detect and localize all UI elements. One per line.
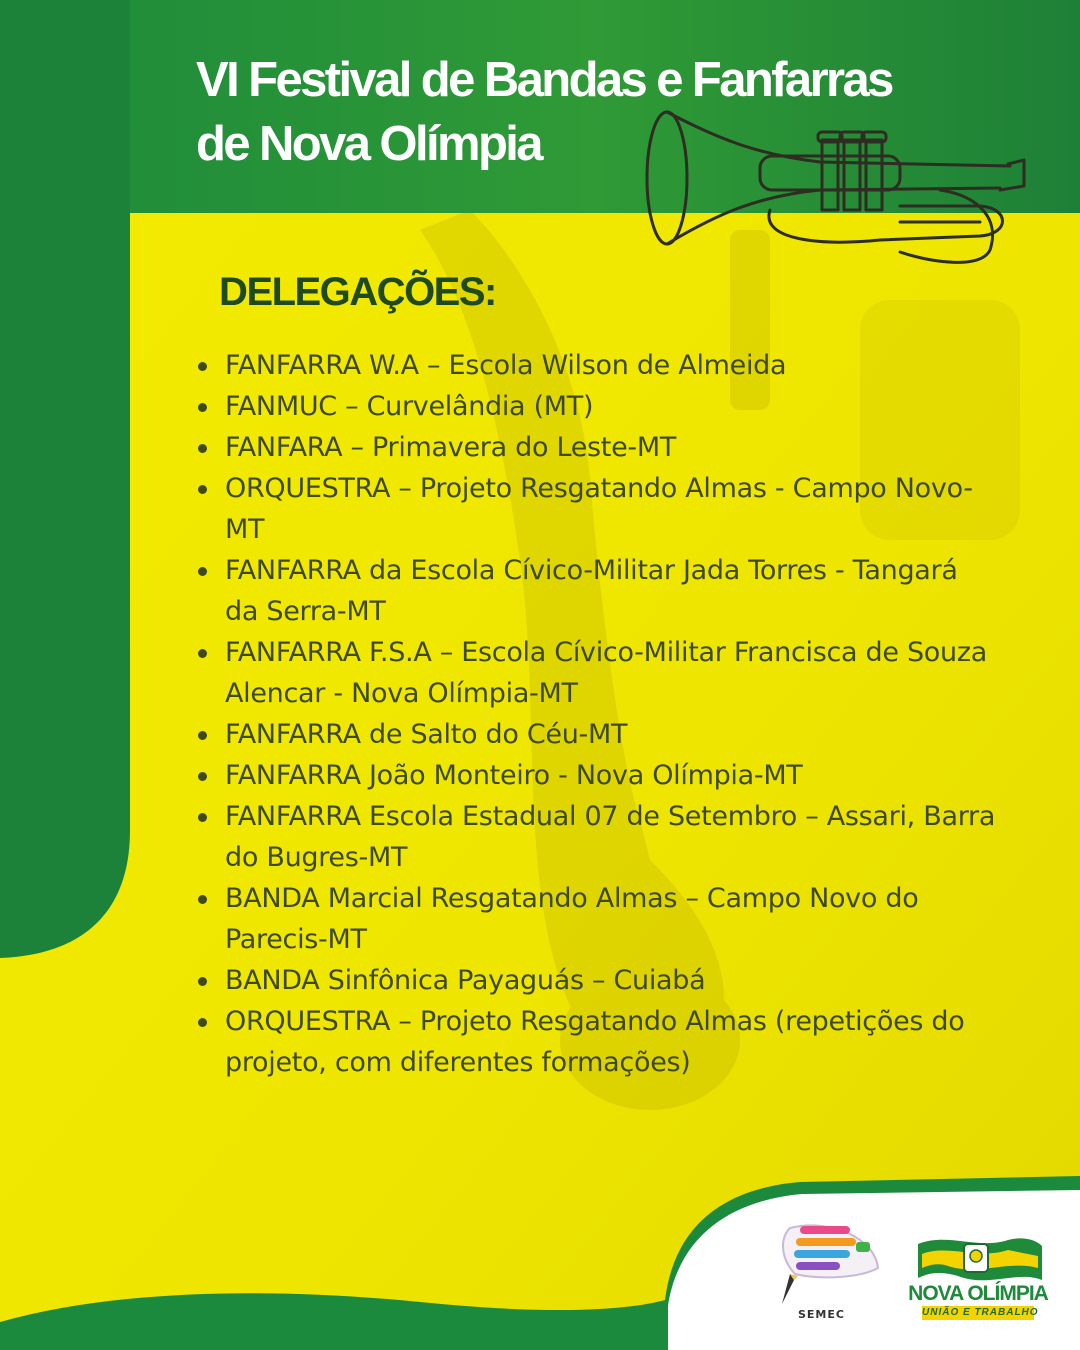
delegation-list — [196, 345, 996, 1083]
title-line-2: de Nova Olímpia — [196, 117, 541, 171]
city-name: NOVA OLÍMPIA — [908, 1282, 1048, 1305]
list-item: FANFARRA Escola Estadual 07 de Setembro – Assari, Barra do Bugres-MT — [196, 796, 996, 878]
list-item: FANFARRA W.A – Escola Wilson de Almeida — [196, 345, 996, 386]
list-item: FANFARRA João Monteiro - Nova Olímpia-MT — [196, 755, 996, 796]
semec-logo-icon — [760, 1218, 890, 1308]
list-item: FANFARA – Primavera do Leste-MT — [196, 427, 996, 468]
page-title — [196, 48, 1036, 176]
semec-label: SEMEC — [798, 1308, 845, 1321]
semec-logo — [760, 1218, 890, 1328]
nova-olimpia-logo — [908, 1230, 1048, 1320]
list-item: FANFARRA F.S.A – Escola Cívico-Militar Francisca de Souza Alencar - Nova Olímpia-MT — [196, 632, 996, 714]
list-item: BANDA Marcial Resgatando Almas – Campo Novo do Parecis-MT — [196, 878, 996, 960]
section-heading: DELEGAÇÕES: — [219, 270, 496, 314]
title-line-1: VI Festival de Bandas e Fanfarras — [196, 53, 892, 107]
list-item: BANDA Sinfônica Payaguás – Cuiabá — [196, 960, 996, 1001]
nova-olimpia-flag-icon — [908, 1230, 1048, 1286]
list-item: ORQUESTRA – Projeto Resgatando Almas - Campo Novo-MT — [196, 468, 996, 550]
list-item: FANFARRA de Salto do Céu-MT — [196, 714, 996, 755]
list-item: FANMUC – Curvelândia (MT) — [196, 386, 996, 427]
list-item: ORQUESTRA – Projeto Resgatando Almas (repetições do projeto, com diferentes formações) — [196, 1001, 996, 1083]
list-item: FANFARRA da Escola Cívico-Militar Jada Torres - Tangará da Serra-MT — [196, 550, 996, 632]
city-motto: UNIÃO E TRABALHO — [922, 1307, 1039, 1318]
